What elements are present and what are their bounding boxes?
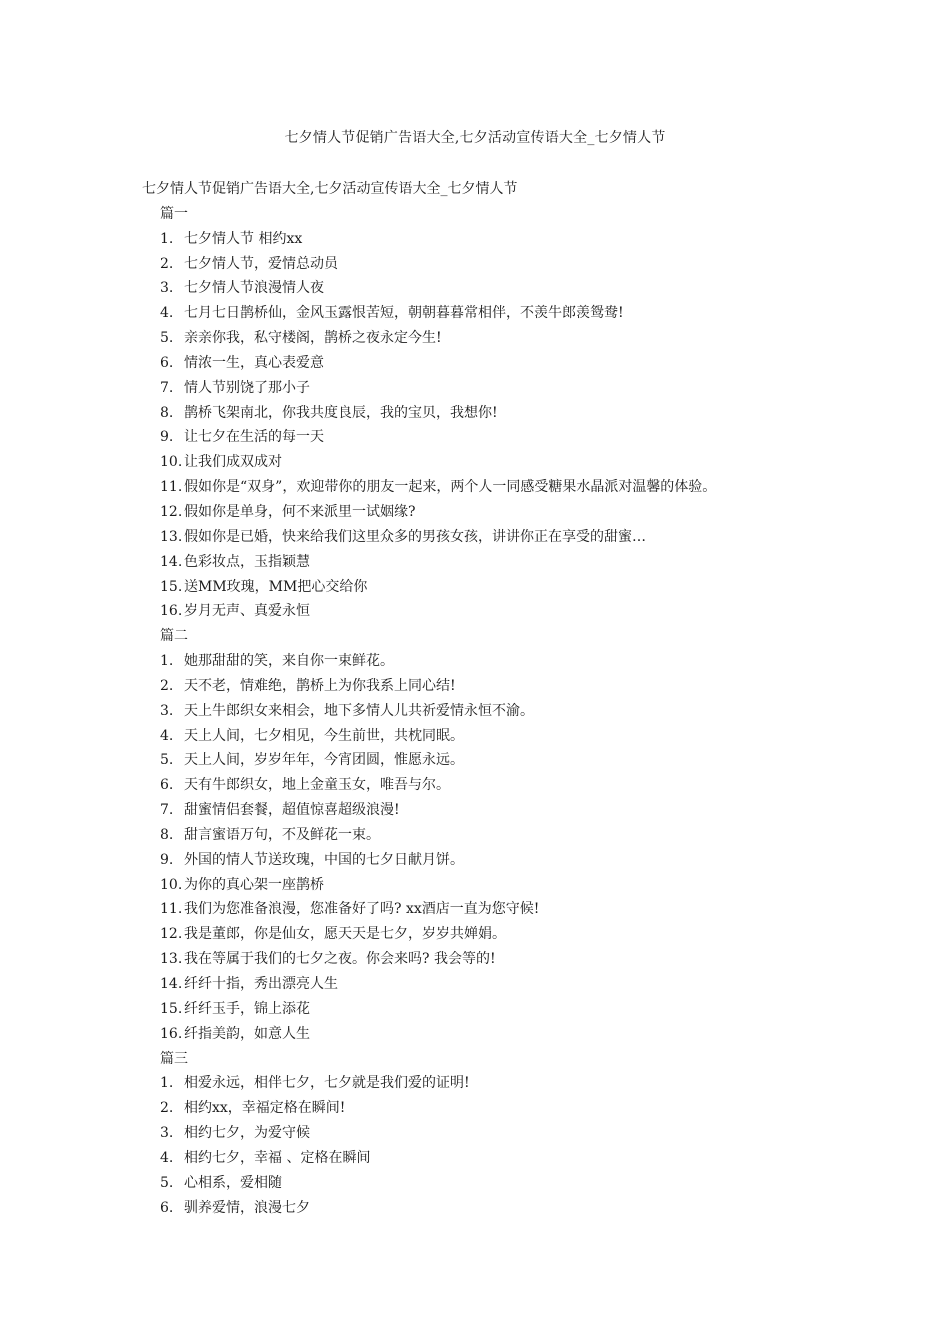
list-item-number: 1. <box>160 230 174 247</box>
list-item-text: 天上人间，岁岁年年，今宵团圆，惟愿永远。 <box>184 752 464 769</box>
list-item-text: 色彩妆点，玉指颖慧 <box>184 553 310 570</box>
list-item <box>142 301 842 326</box>
list-item-text: 相约xx，幸福定格在瞬间! <box>184 1100 346 1117</box>
list-item-text: 假如你是“双身”，欢迎带你的朋友一起来，两个人一同感受糖果水晶派对温馨的体验。 <box>184 479 717 496</box>
section-list <box>142 227 842 625</box>
list-item-number: 8. <box>160 826 174 843</box>
list-item-number: 2. <box>160 677 174 694</box>
list-item-text: 我们为您准备浪漫，您准备好了吗? xx酒店一直为您守候! <box>184 901 540 918</box>
list-item <box>142 947 842 972</box>
list-item-number: 5. <box>160 1174 174 1191</box>
document-title: 七夕情人节促销广告语大全,七夕活动宣传语大全_七夕情人节 <box>284 130 666 146</box>
sections-container <box>142 202 842 1221</box>
list-item-number: 15. <box>160 578 183 595</box>
list-item-number: 14. <box>160 553 183 570</box>
list-item-text: 七月七日鹊桥仙，金风玉露恨苦短，朝朝暮暮常相伴，不羡牛郎羡鸳鸯! <box>184 305 624 322</box>
list-item-number: 4. <box>160 727 174 744</box>
list-item-number: 16. <box>160 1025 183 1042</box>
list-item-number: 11. <box>160 901 183 918</box>
list-item <box>142 450 842 475</box>
list-item-text: 天上人间，七夕相见，今生前世，共枕同眠。 <box>184 727 464 744</box>
list-item-text: 纤指美韵，如意人生 <box>184 1025 310 1042</box>
list-item-text: 她那甜甜的笑，来自你一束鲜花。 <box>184 653 394 670</box>
list-item-text: 送MM玫瑰，MM把心交给你 <box>184 578 368 595</box>
list-item-text: 情浓一生，真心表爱意 <box>184 354 324 371</box>
list-item <box>142 773 842 798</box>
list-item <box>142 1071 842 1096</box>
list-item-text: 纤纤十指，秀出漂亮人生 <box>184 976 338 992</box>
list-item <box>142 748 842 773</box>
list-item <box>142 1196 842 1221</box>
list-item <box>142 227 842 252</box>
list-item-text: 纤纤玉手，锦上添花 <box>184 1000 310 1017</box>
list-item-text: 亲亲你我，私守楼阁，鹊桥之夜永定今生! <box>184 330 442 347</box>
list-item <box>142 1096 842 1121</box>
list-item <box>142 500 842 525</box>
list-item <box>142 252 842 277</box>
list-item-number: 2. <box>160 255 174 272</box>
list-item-number: 13. <box>160 528 183 545</box>
list-item-text: 七夕情人节，爱情总动员 <box>184 255 338 272</box>
list-item <box>142 276 842 301</box>
list-item-text: 相爱永远，相伴七夕，七夕就是我们爱的证明! <box>184 1075 470 1092</box>
section-heading: 篇二 <box>160 628 188 645</box>
list-item <box>142 922 842 947</box>
list-item-number: 16. <box>160 603 183 620</box>
list-item-number: 11. <box>160 479 183 496</box>
list-item-number: 10. <box>160 454 183 471</box>
list-item-number: 2. <box>160 1100 174 1117</box>
list-item <box>142 674 842 699</box>
section-list <box>142 1071 842 1220</box>
list-item-text: 让七夕在生活的每一天 <box>184 429 324 446</box>
list-item <box>142 525 842 550</box>
list-item <box>142 897 842 922</box>
list-item-text: 天有牛郎织女，地上金童玉女，唯吾与尔。 <box>184 777 450 794</box>
list-item <box>142 848 842 873</box>
list-item-number: 14. <box>160 976 183 992</box>
document-subtitle: 七夕情人节促销广告语大全,七夕活动宣传语大全_七夕情人节 <box>142 181 518 197</box>
list-item-number: 8. <box>160 404 174 421</box>
list-item <box>142 649 842 674</box>
list-item <box>142 798 842 823</box>
list-item <box>142 823 842 848</box>
list-item-text: 心相系，爱相随 <box>184 1174 282 1191</box>
list-item <box>142 425 842 450</box>
list-item <box>142 699 842 724</box>
list-item-text: 天不老，情难绝，鹊桥上为你我系上同心结! <box>184 677 456 694</box>
list-item-number: 3. <box>160 1125 174 1142</box>
list-item <box>142 376 842 401</box>
list-item-text: 相约七夕，为爱守候 <box>184 1125 310 1142</box>
list-item-text: 情人节别饶了那小子 <box>184 379 310 396</box>
list-item <box>142 972 842 997</box>
list-item-text: 七夕情人节浪漫情人夜 <box>184 280 324 297</box>
list-item-number: 7. <box>160 379 174 396</box>
list-item-text: 假如你是单身，何不来派里一试姻缘? <box>184 503 416 520</box>
list-item-text: 甜言蜜语万句，不及鲜花一束。 <box>184 826 380 843</box>
section-list <box>142 649 842 1047</box>
list-item-number: 3. <box>160 280 174 297</box>
list-item <box>142 1121 842 1146</box>
section-heading: 篇三 <box>160 1050 188 1067</box>
list-item-text: 七夕情人节 相约xx <box>184 230 303 247</box>
list-item-number: 9. <box>160 851 174 868</box>
list-item-text: 为你的真心架一座鹊桥 <box>184 876 324 893</box>
list-item <box>142 401 842 426</box>
list-item-text: 相约七夕，幸福 、定格在瞬间 <box>184 1149 371 1166</box>
list-item <box>142 575 842 600</box>
document-body <box>142 177 842 1220</box>
section-heading: 篇一 <box>160 205 188 222</box>
list-item-number: 6. <box>160 354 174 371</box>
list-item <box>142 1171 842 1196</box>
list-item-number: 3. <box>160 702 174 719</box>
list-item-number: 4. <box>160 1149 174 1166</box>
list-item <box>142 1146 842 1171</box>
list-item-number: 4. <box>160 305 174 322</box>
list-item <box>142 326 842 351</box>
list-item-text: 我在等属于我们的七夕之夜。你会来吗? 我会等的! <box>184 951 496 968</box>
list-item <box>142 599 842 624</box>
list-item-number: 6. <box>160 777 174 794</box>
list-item <box>142 351 842 376</box>
list-item <box>142 873 842 898</box>
list-item-number: 1. <box>160 1075 174 1092</box>
list-item <box>142 550 842 575</box>
list-item-number: 12. <box>160 926 183 943</box>
list-item <box>142 997 842 1022</box>
list-item <box>142 1022 842 1047</box>
list-item-text: 外国的情人节送玫瑰，中国的七夕日献月饼。 <box>184 851 464 868</box>
list-item-number: 6. <box>160 1199 174 1216</box>
list-item-number: 12. <box>160 503 183 520</box>
list-item-number: 5. <box>160 330 174 347</box>
list-item-text: 驯养爱情，浪漫七夕 <box>184 1199 310 1216</box>
list-item-number: 7. <box>160 802 174 819</box>
list-item-text: 岁月无声、真爱永恒 <box>184 603 310 620</box>
list-item-number: 1. <box>160 653 174 670</box>
list-item-number: 15. <box>160 1000 183 1017</box>
list-item-number: 13. <box>160 951 183 968</box>
list-item-text: 天上牛郎织女来相会，地下多情人儿共祈爱情永恒不渝。 <box>184 702 534 719</box>
list-item-text: 鹊桥飞架南北，你我共度良辰，我的宝贝，我想你! <box>184 404 498 421</box>
list-item-text: 甜蜜情侣套餐，超值惊喜超级浪漫! <box>184 802 400 819</box>
list-item-number: 5. <box>160 752 174 769</box>
list-item-text: 让我们成双成对 <box>184 454 282 471</box>
list-item-text: 假如你是已婚，快来给我们这里众多的男孩女孩，讲讲你正在享受的甜蜜… <box>184 528 646 545</box>
list-item-number: 10. <box>160 876 183 893</box>
list-item <box>142 724 842 749</box>
list-item-number: 9. <box>160 429 174 446</box>
list-item <box>142 475 842 500</box>
list-item-text: 我是董郎，你是仙女，愿天天是七夕，岁岁共婵娟。 <box>184 926 506 943</box>
